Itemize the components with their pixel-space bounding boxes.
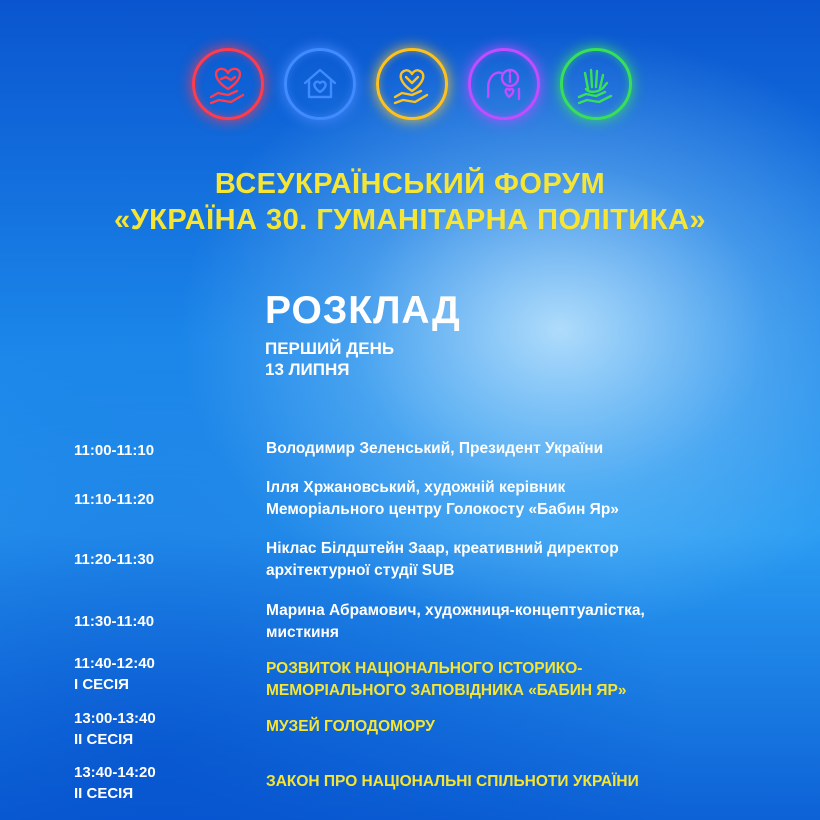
row-time: 13:00-13:40 <box>74 710 156 727</box>
row-time: 11:30-11:40 <box>74 613 155 630</box>
row-description-line-2: мисткиня <box>266 624 339 641</box>
schedule-header <box>265 288 461 380</box>
row-description-line-2: МЕМОРІАЛЬНОГО ЗАПОВІДНИКА «БАБИН ЯР» <box>266 682 627 699</box>
row-session: ІІ СЕСІЯ <box>74 731 134 748</box>
raised-hand-icon <box>560 48 632 120</box>
schedule-date: 13 ЛИПНЯ <box>265 360 350 379</box>
heart-handshake-icon <box>192 48 264 120</box>
row-description-line-2: архітектурної студії SUB <box>266 562 455 579</box>
forum-title-line-2: «УКРАЇНА 30. ГУМАНІТАРНА ПОЛІТИКА» <box>113 204 707 236</box>
row-time: 11:00-11:10 <box>74 442 155 459</box>
schedule-day: ПЕРШИЙ ДЕНЬ <box>265 339 395 358</box>
row-description-line-2: Меморіального центру Голокосту «Бабин Яр» <box>266 501 619 518</box>
icons-row <box>192 48 632 124</box>
row-description-line-1: Ілля Хржановський, художній керівник <box>266 479 566 496</box>
row-description-line-1: ЗАКОН ПРО НАЦІОНАЛЬНІ СПІЛЬНОТИ УКРАЇНИ <box>266 773 639 790</box>
row-time: 11:10-11:20 <box>74 491 155 508</box>
row-description-line-1: МУЗЕЙ ГОЛОДОМОРУ <box>266 718 435 735</box>
row-time: 11:40-12:40 <box>74 655 155 672</box>
row-time: 11:20-11:30 <box>74 551 155 568</box>
row-session: І СЕСІЯ <box>74 676 129 693</box>
row-session: ІІ СЕСІЯ <box>74 785 134 802</box>
row-time: 13:40-14:20 <box>74 764 156 781</box>
heart-arrows-icon <box>376 48 448 120</box>
row-description-line-1: РОЗВИТОК НАЦІОНАЛЬНОГО ІСТОРИКО- <box>266 660 583 677</box>
forum-title <box>0 166 820 238</box>
forum-title-line-1: ВСЕУКРАЇНСЬКИЙ ФОРУМ <box>214 168 606 200</box>
row-description-line-1: Марина Абрамович, художниця-концептуалістка, <box>266 602 645 619</box>
row-description-line-1: Володимир Зеленський, Президент України <box>266 440 604 457</box>
schedule-title: РОЗКЛАД <box>265 289 461 332</box>
people-info-icon <box>468 48 540 120</box>
row-description-line-1: Ніклас Білдштейн Заар, креативний директор <box>266 540 619 557</box>
house-heart-icon <box>284 48 356 120</box>
